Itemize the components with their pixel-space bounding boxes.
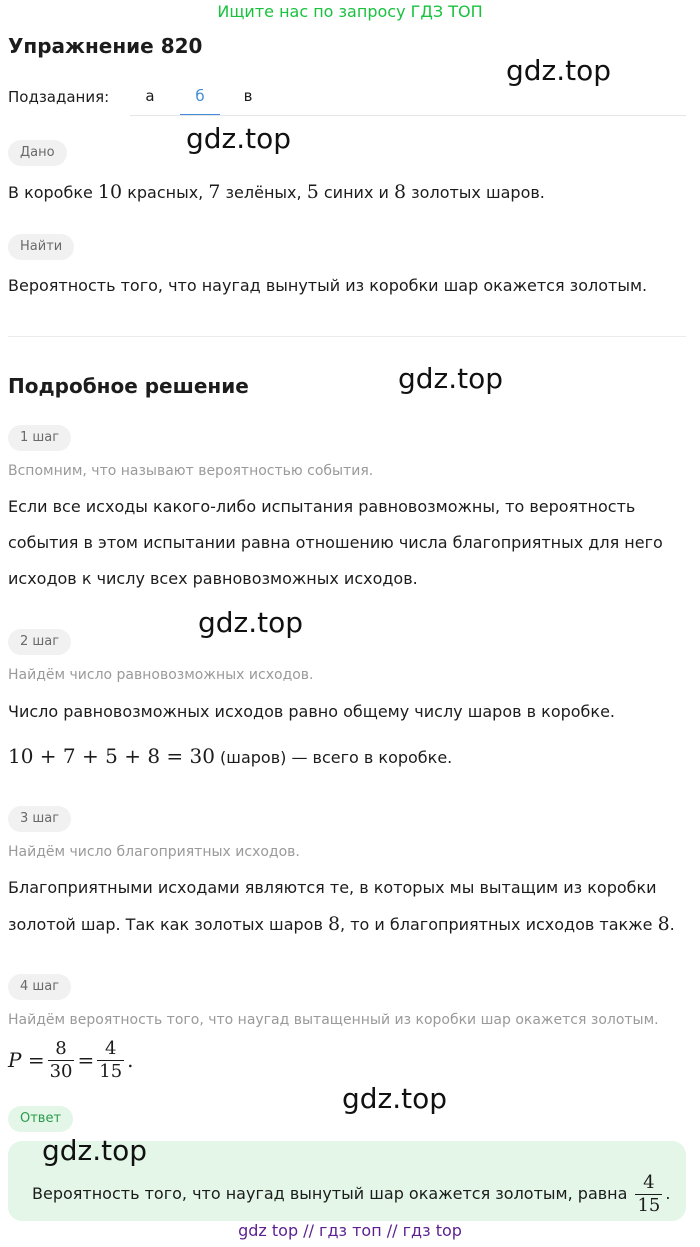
step-3-line-1: Благоприятными исходами являются те, в которых мы вытащим из коробки	[8, 878, 657, 897]
watermark: gdz.top	[506, 54, 612, 87]
find-text: Вероятность того, что наугад вынутый из коробки шар окажется золотым.	[8, 276, 648, 295]
find-pill: Найти	[8, 234, 74, 260]
given-text: В коробке 10 красных, 7 зелёных, 5 синих и 8 золотых шаров.	[8, 181, 545, 203]
step-3-note: Найдём число благоприятных исходов.	[8, 844, 300, 860]
given-section	[8, 140, 67, 166]
fraction-8-30: $\frac{8}{30}$	[49, 1037, 73, 1082]
step-4-pill-wrap	[8, 974, 71, 1000]
watermark: gdz.top	[398, 362, 504, 395]
subtask-tab-a[interactable]: а	[145, 87, 155, 105]
step-1-pill: 1 шаг	[8, 425, 71, 451]
answer-fraction: $\frac{4}{15}$	[637, 1171, 661, 1216]
step-1-line-1: Если все исходы какого-либо испытания равновозможны, то вероятность	[8, 497, 636, 516]
step-2-note: Найдём число равновозможных исходов.	[8, 667, 314, 683]
step-2-line-1: Число равновозможных исходов равно общему числу шаров в коробке.	[8, 702, 616, 721]
given-pill: Дано	[8, 140, 67, 166]
step-4-pill: 4 шаг	[8, 974, 71, 1000]
step-4-note: Найдём вероятность того, что наугад вытащенный из коробки шар окажется золотым.	[8, 1012, 659, 1028]
step-2-formula: 10 + 7 + 5 + 8 = 30	[8, 744, 215, 768]
step-1-pill-wrap	[8, 425, 71, 451]
watermark: gdz.top	[198, 606, 304, 639]
watermark: gdz.top	[186, 122, 292, 155]
solution-title: Подробное решение	[8, 374, 249, 398]
step-4-formula: P = $\frac{8}{30}$ = $\frac{4}{15}$ .	[8, 1037, 134, 1082]
fraction-4-15: $\frac{4}{15}$	[99, 1037, 123, 1082]
step-3-pill-wrap	[8, 806, 71, 832]
subtask-tab-b[interactable]: б	[180, 84, 220, 116]
step-1-line-3: исходов к числу всех равновозможных исходов.	[8, 569, 418, 588]
step-2-pill-wrap	[8, 629, 71, 655]
step-2-formula-line: 10 + 7 + 5 + 8 = 30 (шаров) — всего в коробке.	[8, 744, 453, 768]
answer-pill-wrap	[8, 1106, 73, 1132]
find-section	[8, 234, 74, 260]
watermark: gdz.top	[42, 1134, 148, 1167]
watermark: gdz.top	[342, 1082, 448, 1115]
answer-pill: Ответ	[8, 1106, 73, 1132]
answer-text: Вероятность того, что наугад вынутый шар окажется золотым, равна $\frac{4}{15}$ .	[32, 1171, 671, 1216]
exercise-title: Упражнение 820	[8, 34, 203, 58]
subtask-tab-v[interactable]: в	[243, 87, 253, 105]
step-3-pill: 3 шаг	[8, 806, 71, 832]
tabs-divider	[130, 115, 686, 116]
section-divider	[8, 336, 686, 337]
step-1-line-2: события в этом испытании равна отношению числа благоприятных для него	[8, 533, 663, 552]
subtasks-label: Подзадания:	[8, 88, 110, 106]
step-3-line-2: золотой шар. Так как золотых шаров 8, то и благоприятных исходов также 8.	[8, 913, 675, 935]
step-1-note: Вспомним, что называют вероятностью события.	[8, 463, 374, 479]
footer-links: gdz top // гдз топ // гдз top	[238, 1221, 462, 1240]
step-2-pill: 2 шаг	[8, 629, 71, 655]
top-banner: Ищите нас по запросу ГДЗ ТОП	[217, 2, 483, 21]
